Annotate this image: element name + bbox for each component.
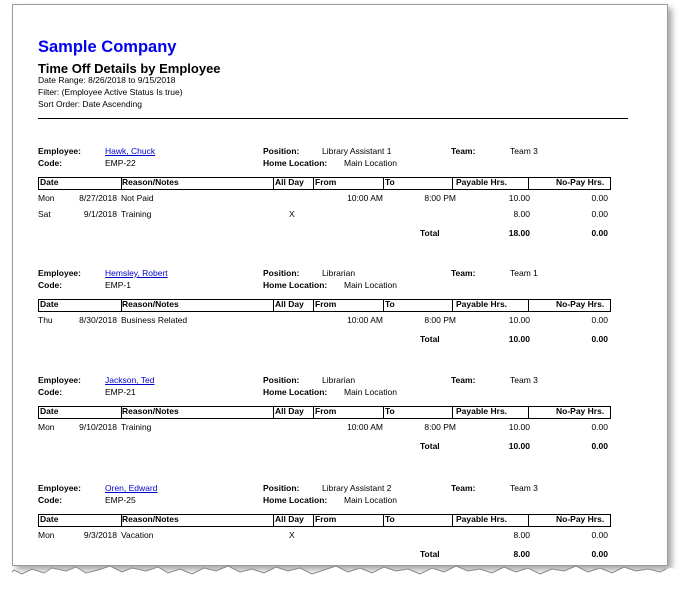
date-cell: 9/1/2018 xyxy=(83,209,117,219)
employee-label: Employee: xyxy=(38,483,81,493)
total-nopay: 0.00 xyxy=(591,334,608,344)
payable-cell: 8.00 xyxy=(513,530,530,540)
employee-code: EMP-1 xyxy=(105,280,131,290)
nopay-cell: 0.00 xyxy=(591,209,608,219)
column-divider xyxy=(383,300,384,311)
reason-cell: Vacation xyxy=(121,530,154,540)
employee-position: Library Assistant 2 xyxy=(322,483,392,493)
to-cell: 8:00 PM xyxy=(424,193,456,203)
employee-label: Employee: xyxy=(38,375,81,385)
payable-cell: 10.00 xyxy=(508,315,530,325)
from-cell: 10:00 AM xyxy=(347,315,383,325)
employee-position: Librarian xyxy=(322,375,356,385)
employee-home-location: Main Location xyxy=(344,280,397,290)
date-range: Date Range: 8/26/2018 to 9/15/2018 xyxy=(38,75,176,85)
reason-cell: Business Related xyxy=(121,315,188,325)
employee-label: Employee: xyxy=(38,146,81,156)
column-divider xyxy=(313,178,314,189)
date-cell: 8/27/2018 xyxy=(79,193,117,203)
employee-code: EMP-25 xyxy=(105,495,136,505)
total-nopay: 0.00 xyxy=(591,549,608,559)
all-day-cell: X xyxy=(289,209,295,219)
from-cell: 10:00 AM xyxy=(347,193,383,203)
date-cell: 9/10/2018 xyxy=(79,422,117,432)
filter-text: Filter: (Employee Active Status Is true) xyxy=(38,87,183,97)
code-label: Code: xyxy=(38,158,63,168)
total-payable: 10.00 xyxy=(508,441,530,451)
reason-cell: Training xyxy=(121,209,152,219)
team-label: Team: xyxy=(451,483,476,493)
total-nopay: 0.00 xyxy=(591,228,608,238)
employee-code: EMP-22 xyxy=(105,158,136,168)
from-cell: 10:00 AM xyxy=(347,422,383,432)
code-label: Code: xyxy=(38,495,63,505)
home-location-label: Home Location: xyxy=(263,280,328,290)
position-label: Position: xyxy=(263,375,300,385)
column-header: To xyxy=(385,299,395,309)
column-header: From xyxy=(315,299,337,309)
nopay-cell: 0.00 xyxy=(591,422,608,432)
table-header xyxy=(38,406,611,419)
column-divider xyxy=(528,515,529,526)
column-header: No-Pay Hrs. xyxy=(556,299,605,309)
column-header: To xyxy=(385,406,395,416)
day-cell: Sat xyxy=(38,209,51,219)
home-location-label: Home Location: xyxy=(263,387,328,397)
day-cell: Mon xyxy=(38,193,55,203)
sort-order: Sort Order: Date Ascending xyxy=(38,99,142,109)
home-location-label: Home Location: xyxy=(263,158,328,168)
team-label: Team: xyxy=(451,268,476,278)
day-cell: Thu xyxy=(38,315,53,325)
column-divider xyxy=(528,178,529,189)
total-label: Total xyxy=(420,549,440,559)
employee-name-link[interactable]: Hawk, Chuck xyxy=(105,146,156,156)
column-header: To xyxy=(385,514,395,524)
column-header: Date xyxy=(40,177,59,187)
date-cell: 9/3/2018 xyxy=(83,530,117,540)
column-header: From xyxy=(315,514,337,524)
header-divider xyxy=(38,118,628,119)
column-divider xyxy=(313,300,314,311)
employee-name-link[interactable]: Oren, Edward xyxy=(105,483,158,493)
table-header xyxy=(38,299,611,312)
employee-home-location: Main Location xyxy=(344,387,397,397)
employee-label: Employee: xyxy=(38,268,81,278)
team-label: Team: xyxy=(451,146,476,156)
column-divider xyxy=(452,178,453,189)
total-label: Total xyxy=(420,334,440,344)
reason-cell: Training xyxy=(121,422,152,432)
column-header: Payable Hrs. xyxy=(456,299,508,309)
column-divider xyxy=(273,407,274,418)
column-header: From xyxy=(315,406,337,416)
column-divider xyxy=(273,178,274,189)
column-divider xyxy=(313,515,314,526)
column-header: Reason/Notes xyxy=(122,177,179,187)
employee-position: Library Assistant 1 xyxy=(322,146,392,156)
column-divider xyxy=(383,407,384,418)
employee-name-link[interactable]: Jackson, Ted xyxy=(105,375,155,385)
reason-cell: Not Paid xyxy=(121,193,154,203)
date-cell: 8/30/2018 xyxy=(79,315,117,325)
total-nopay: 0.00 xyxy=(591,441,608,451)
column-divider xyxy=(452,300,453,311)
position-label: Position: xyxy=(263,146,300,156)
nopay-cell: 0.00 xyxy=(591,315,608,325)
column-divider xyxy=(528,300,529,311)
column-divider xyxy=(383,178,384,189)
total-label: Total xyxy=(420,441,440,451)
column-header: Date xyxy=(40,406,59,416)
nopay-cell: 0.00 xyxy=(591,530,608,540)
nopay-cell: 0.00 xyxy=(591,193,608,203)
total-payable: 8.00 xyxy=(513,549,530,559)
column-header: Reason/Notes xyxy=(122,299,179,309)
payable-cell: 10.00 xyxy=(508,193,530,203)
column-header: All Day xyxy=(275,406,304,416)
code-label: Code: xyxy=(38,280,63,290)
column-header: No-Pay Hrs. xyxy=(556,514,605,524)
column-header: Payable Hrs. xyxy=(456,406,508,416)
column-divider xyxy=(313,407,314,418)
column-divider xyxy=(452,515,453,526)
column-header: Date xyxy=(40,299,59,309)
payable-cell: 8.00 xyxy=(513,209,530,219)
employee-home-location: Main Location xyxy=(344,495,397,505)
position-label: Position: xyxy=(263,268,300,278)
day-cell: Mon xyxy=(38,422,55,432)
column-header: Reason/Notes xyxy=(122,406,179,416)
team-label: Team: xyxy=(451,375,476,385)
column-divider xyxy=(273,515,274,526)
column-divider xyxy=(452,407,453,418)
column-header: From xyxy=(315,177,337,187)
column-header: All Day xyxy=(275,299,304,309)
table-header xyxy=(38,514,611,527)
report-title: Time Off Details by Employee xyxy=(38,61,221,76)
employee-team: Team 1 xyxy=(510,268,538,278)
column-header: Payable Hrs. xyxy=(456,514,508,524)
to-cell: 8:00 PM xyxy=(424,315,456,325)
employee-team: Team 3 xyxy=(510,483,538,493)
day-cell: Mon xyxy=(38,530,55,540)
employee-team: Team 3 xyxy=(510,375,538,385)
column-divider xyxy=(383,515,384,526)
all-day-cell: X xyxy=(289,530,295,540)
column-header: All Day xyxy=(275,514,304,524)
column-divider xyxy=(273,300,274,311)
payable-cell: 10.00 xyxy=(508,422,530,432)
code-label: Code: xyxy=(38,387,63,397)
torn-edge xyxy=(0,540,682,615)
employee-home-location: Main Location xyxy=(344,158,397,168)
employee-name-link[interactable]: Hemsley, Robert xyxy=(105,268,168,278)
employee-code: EMP-21 xyxy=(105,387,136,397)
total-label: Total xyxy=(420,228,440,238)
column-header: Payable Hrs. xyxy=(456,177,508,187)
company-name: Sample Company xyxy=(38,38,177,56)
to-cell: 8:00 PM xyxy=(424,422,456,432)
employee-position: Librarian xyxy=(322,268,356,278)
total-payable: 18.00 xyxy=(508,228,530,238)
column-header: Reason/Notes xyxy=(122,514,179,524)
column-divider xyxy=(528,407,529,418)
employee-team: Team 3 xyxy=(510,146,538,156)
total-payable: 10.00 xyxy=(508,334,530,344)
home-location-label: Home Location: xyxy=(263,495,328,505)
column-header: No-Pay Hrs. xyxy=(556,177,605,187)
column-header: No-Pay Hrs. xyxy=(556,406,605,416)
column-header: Date xyxy=(40,514,59,524)
table-header xyxy=(38,177,611,190)
position-label: Position: xyxy=(263,483,300,493)
column-header: To xyxy=(385,177,395,187)
column-header: All Day xyxy=(275,177,304,187)
